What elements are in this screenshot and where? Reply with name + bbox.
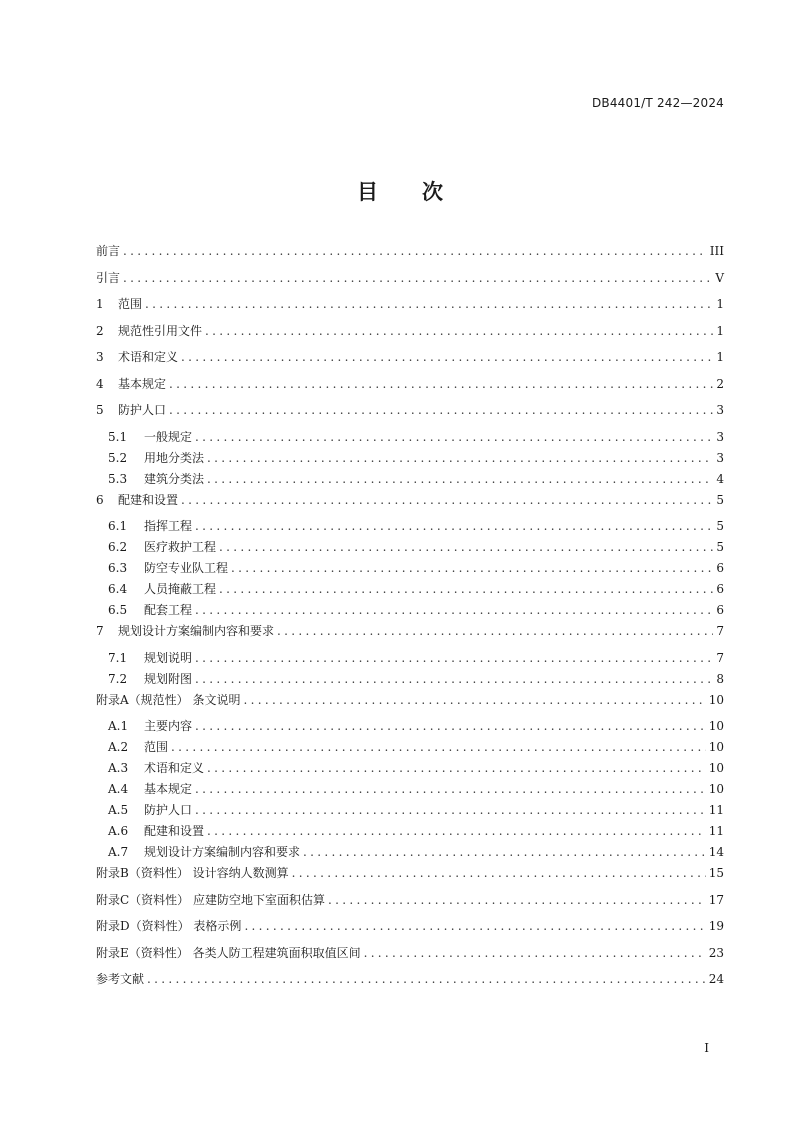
toc-entry-number: 6.5 [108,603,128,617]
toc-entry-number: 6.3 [108,561,128,575]
toc-entry-title: 规划说明 [144,650,193,665]
toc-entry-title: 规划设计方案编制内容和要求 [118,624,275,638]
toc-entry-number: 4 [96,376,104,391]
toc-page-number: III [709,244,724,258]
toc-dot-leader [171,737,706,757]
toc-entry-number: 5.1 [108,429,128,444]
toc-page-number: 10 [708,692,724,707]
toc-entry[interactable] [96,890,724,917]
toc-dot-leader [207,448,713,468]
toc-page-number: 6 [716,603,724,617]
toc-entry-title: 附录A（规范性） 条文说明 [96,692,241,707]
toc-entry-title: 配套工程 [144,603,193,617]
toc-entry-number: 6.2 [108,540,128,554]
toc-entry[interactable] [96,400,724,427]
toc-entry-number: 7 [96,624,104,638]
toc-dot-leader [328,890,706,910]
toc-entry-title: 医疗救护工程 [144,540,217,554]
toc-dot-leader [277,621,713,641]
toc-page-number: 5 [716,540,724,554]
toc-entry-number: 5 [96,403,104,417]
toc-dot-leader [244,916,705,936]
toc-entry[interactable] [96,241,724,268]
toc-page-number: 7 [716,624,724,638]
toc-page-number: 3 [716,429,724,444]
toc-entry-title: 基本规定 [118,376,167,391]
toc-page-number: 2 [716,376,724,391]
toc-entry-number: 5.2 [108,450,128,465]
toc-entry-number: 7.1 [108,650,128,665]
toc-dot-leader [205,321,713,341]
toc-dot-leader [195,779,706,799]
toc-entry-number: 1 [96,297,104,311]
toc-entry[interactable] [96,374,724,401]
toc-entry-title: 附录E（资料性） 各类人防工程建筑面积取值区间 [96,945,361,960]
toc-page-number: V [715,270,724,285]
toc-dot-leader [195,716,706,736]
toc-page-number: 10 [708,740,724,754]
toc-entry-title: 范围 [118,297,143,311]
page-title: 目次 [357,180,487,204]
toc-subentry[interactable] [96,716,724,737]
toc-entry-title: 基本规定 [144,782,193,796]
toc-entry-title: 术语和定义 [118,350,179,364]
toc-page-number: 1 [716,350,724,364]
toc-subentry[interactable] [96,558,724,579]
toc-dot-leader [195,427,713,447]
toc-subentry[interactable] [96,600,724,621]
toc-entry-title: 前言 [96,244,121,258]
toc-page-number: 17 [708,892,724,907]
toc-page-number: 1 [716,297,724,311]
toc-entry-title: 用地分类法 [144,450,205,465]
toc-entry-title: 附录D（资料性） 表格示例 [96,919,242,933]
toc-entry-title: 附录B（资料性） 设计容纳人数测算 [96,866,289,880]
toc-dot-leader [364,943,706,963]
toc-dot-leader [207,758,706,778]
toc-entry-title: 配建和设置 [118,492,179,507]
toc-entry-title: 附录C（资料性） 应建防空地下室面积估算 [96,892,325,907]
toc-dot-leader [169,400,713,420]
toc-page-number: 10 [708,761,724,775]
toc-page-number: 3 [716,450,724,465]
toc-page-number: 10 [708,782,724,796]
toc-entry-title: 防空专业队工程 [144,561,229,575]
toc-subentry[interactable] [96,427,724,448]
toc-entry-number: A.1 [108,719,129,733]
toc-entry[interactable] [96,969,724,996]
toc-dot-leader [195,800,706,820]
toc-entry-title: 配建和设置 [144,824,205,838]
toc-subentry[interactable] [96,669,724,690]
toc-dot-leader [181,490,713,510]
toc-entry[interactable] [96,943,724,970]
toc-subentry[interactable] [96,469,724,490]
toc-entry-title: 指挥工程 [144,519,193,533]
toc-dot-leader [123,268,712,288]
toc-page-number: 8 [716,671,724,686]
toc-page-number: 6 [716,582,724,596]
toc-entry-title: 一般规定 [144,429,193,444]
toc-page-number: 3 [716,403,724,417]
toc-dot-leader [243,690,705,710]
toc-page-number: 23 [708,945,724,960]
toc-entry-number: 7.2 [108,671,128,686]
toc-page-number: 5 [716,492,724,507]
toc-entry[interactable] [96,268,724,295]
toc-entry-number: 3 [96,350,104,364]
toc-dot-leader [181,347,713,367]
toc-page-number: 11 [708,824,724,838]
toc-entry[interactable] [96,690,724,717]
toc-dot-leader [195,516,713,536]
toc-entry[interactable] [96,863,724,890]
toc-entry-title: 引言 [96,270,121,285]
toc-entry[interactable] [96,294,724,321]
toc-dot-leader [303,842,706,862]
toc-entry-number: A.7 [108,845,129,859]
toc-entry-number: 6.4 [108,582,128,596]
toc-entry-number: 5.3 [108,471,128,486]
toc-entry[interactable] [96,621,724,648]
toc-subentry[interactable] [96,448,724,469]
toc-entry-number: 2 [96,323,104,338]
toc-entry-title: 范围 [144,740,169,754]
toc-subentry[interactable] [96,516,724,537]
toc-entry-title: 防护人口 [144,803,193,817]
toc-entry-title: 主要内容 [144,719,193,733]
toc-page-number: 14 [708,845,724,859]
page-number: I [704,1041,709,1055]
toc-dot-leader [169,374,713,394]
toc-entry-number: 6.1 [108,519,128,533]
toc-subentry[interactable] [96,842,724,863]
toc-entry-number: A.5 [108,803,129,817]
toc-subentry[interactable] [96,737,724,758]
toc-dot-leader [219,579,713,599]
toc-entry-title: 参考文献 [96,972,145,986]
toc-dot-leader [195,648,713,668]
toc-dot-leader [145,294,713,314]
toc-entry[interactable] [96,321,724,348]
toc-dot-leader [147,969,706,989]
toc-subentry[interactable] [96,758,724,779]
table-of-contents [96,241,724,996]
toc-entry-title: 建筑分类法 [144,471,205,486]
toc-page-number: 1 [716,323,724,338]
toc-subentry[interactable] [96,800,724,821]
toc-entry-number: A.4 [108,782,129,796]
toc-page-number: 15 [708,866,724,880]
toc-dot-leader [207,821,706,841]
toc-entry[interactable] [96,347,724,374]
toc-subentry[interactable] [96,779,724,800]
toc-dot-leader [195,600,713,620]
toc-dot-leader [292,863,706,883]
toc-subentry[interactable] [96,648,724,669]
toc-page-number: 6 [716,561,724,575]
toc-entry-title: 防护人口 [118,403,167,417]
toc-dot-leader [207,469,713,489]
toc-entry-title: 规划设计方案编制内容和要求 [144,845,301,859]
toc-page-number: 11 [708,803,724,817]
toc-entry-number: 6 [96,492,104,507]
toc-entry[interactable] [96,916,724,943]
toc-entry-title: 人员掩蔽工程 [144,582,217,596]
toc-page-number: 5 [716,519,724,533]
toc-dot-leader [231,558,713,578]
toc-page-number: 19 [708,919,724,933]
toc-dot-leader [123,241,707,261]
toc-subentry[interactable] [96,821,724,842]
toc-page-number: 24 [708,972,724,986]
toc-entry-title: 规划附图 [144,671,193,686]
toc-dot-leader [195,669,713,689]
toc-entry-title: 术语和定义 [144,761,205,775]
toc-entry-number: A.2 [108,740,129,754]
toc-entry-title: 规范性引用文件 [118,323,203,338]
toc-entry-number: A.6 [108,824,129,838]
toc-entry-number: A.3 [108,761,129,775]
toc-subentry[interactable] [96,579,724,600]
toc-dot-leader [219,537,713,557]
toc-entry[interactable] [96,490,724,517]
toc-page-number: 10 [708,719,724,733]
toc-subentry[interactable] [96,537,724,558]
toc-page-number: 4 [716,471,724,486]
document-code: DB4401/T 242—2024 [591,96,724,110]
toc-page-number: 7 [716,650,724,665]
